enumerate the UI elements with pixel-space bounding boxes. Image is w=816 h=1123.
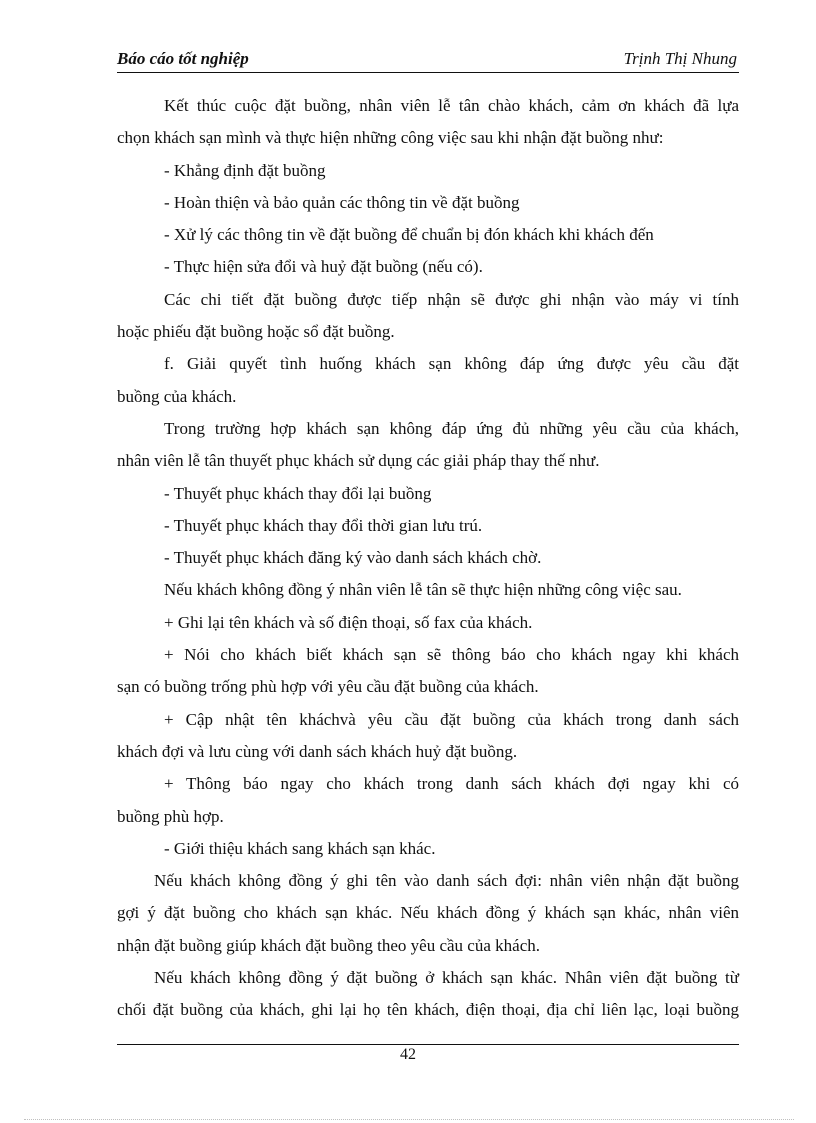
text-line: - Thuyết phục khách đăng ký vào danh sách khách chờ. [164,548,542,568]
text-line: - Khẳng định đặt buồng [164,160,326,180]
text-line: + Ghi lại tên khách và số điện thoại, số fax của khách. [164,612,533,632]
header-author-name: Trịnh Thị Nhung [623,49,737,68]
text-line: + Nói cho khách biết khách sạn sẽ thông báo cho khách ngay khi khách [164,645,739,665]
header-report-title: Báo cáo tốt nghiệp [117,49,249,68]
text-line: hoặc phiếu đặt buồng hoặc sổ đặt buồng. [117,322,395,342]
text-line: - Giới thiệu khách sang khách sạn khác. [164,838,436,858]
text-line: - Thuyết phục khách thay đổi lại buồng [164,483,432,503]
text-line: - Xử lý các thông tin về đặt buồng để chuẩn bị đón khách khi khách đến [164,225,654,245]
text-line: buồng phù hợp. [117,806,224,826]
text-line: Nếu khách không đồng ý ghi tên vào danh sách đợi: nhân viên nhận đặt buồng [154,871,739,891]
text-line: gợi ý đặt buồng cho khách sạn khác. Nếu khách đồng ý khách sạn khác, nhân viên [117,903,739,923]
page-bottom-dotted-border [24,1119,794,1120]
text-line: Các chi tiết đặt buồng được tiếp nhận sẽ được ghi nhận vào máy vi tính [164,289,739,309]
text-line: Nếu khách không đồng ý đặt buồng ở khách sạn khác. Nhân viên đặt buồng từ [154,968,739,988]
body-text [117,90,739,1027]
text-line: Trong trường hợp khách sạn không đáp ứng đủ những yêu cầu của khách, [164,418,739,438]
text-line: Nếu khách không đồng ý nhân viên lễ tân sẽ thực hiện những công việc sau. [164,580,682,600]
text-line: chọn khách sạn mình và thực hiện những công việc sau khi nhận đặt buồng như: [117,128,664,148]
page-header [117,48,739,73]
section-heading-line: buồng của khách. [117,386,237,406]
text-line: chối đặt buồng của khách, ghi lại họ tên khách, điện thoại, địa chỉ liên lạc, loại buồng [117,1000,739,1020]
page-number: 42 [400,1046,416,1063]
footer-divider [117,1044,739,1045]
text-line: nhân viên lễ tân thuyết phục khách sử dụng các giải pháp thay thế như. [117,451,600,471]
text-line: - Thuyết phục khách thay đổi thời gian lưu trú. [164,515,483,535]
section-heading-line: f. Giải quyết tình huống khách sạn không đáp ứng được yêu cầu đặt [164,354,739,374]
text-line: sạn có buồng trống phù hợp với yêu cầu đặt buồng của khách. [117,677,539,697]
text-line: - Thực hiện sửa đổi và huỷ đặt buồng (nếu có). [164,257,483,277]
text-line: Kết thúc cuộc đặt buồng, nhân viên lễ tân chào khách, cảm ơn khách đã lựa [164,96,739,115]
text-line: - Hoàn thiện và bảo quản các thông tin về đặt buồng [164,192,520,212]
text-line: nhận đặt buồng giúp khách đặt buồng theo yêu cầu của khách. [117,935,540,955]
text-line: khách đợi và lưu cùng với danh sách khách huỷ đặt buồng. [117,741,518,761]
text-line: + Thông báo ngay cho khách trong danh sách khách đợi ngay khi có [164,774,739,794]
text-line: + Cập nhật tên kháchvà yêu cầu đặt buồng của khách trong danh sách [164,709,739,729]
